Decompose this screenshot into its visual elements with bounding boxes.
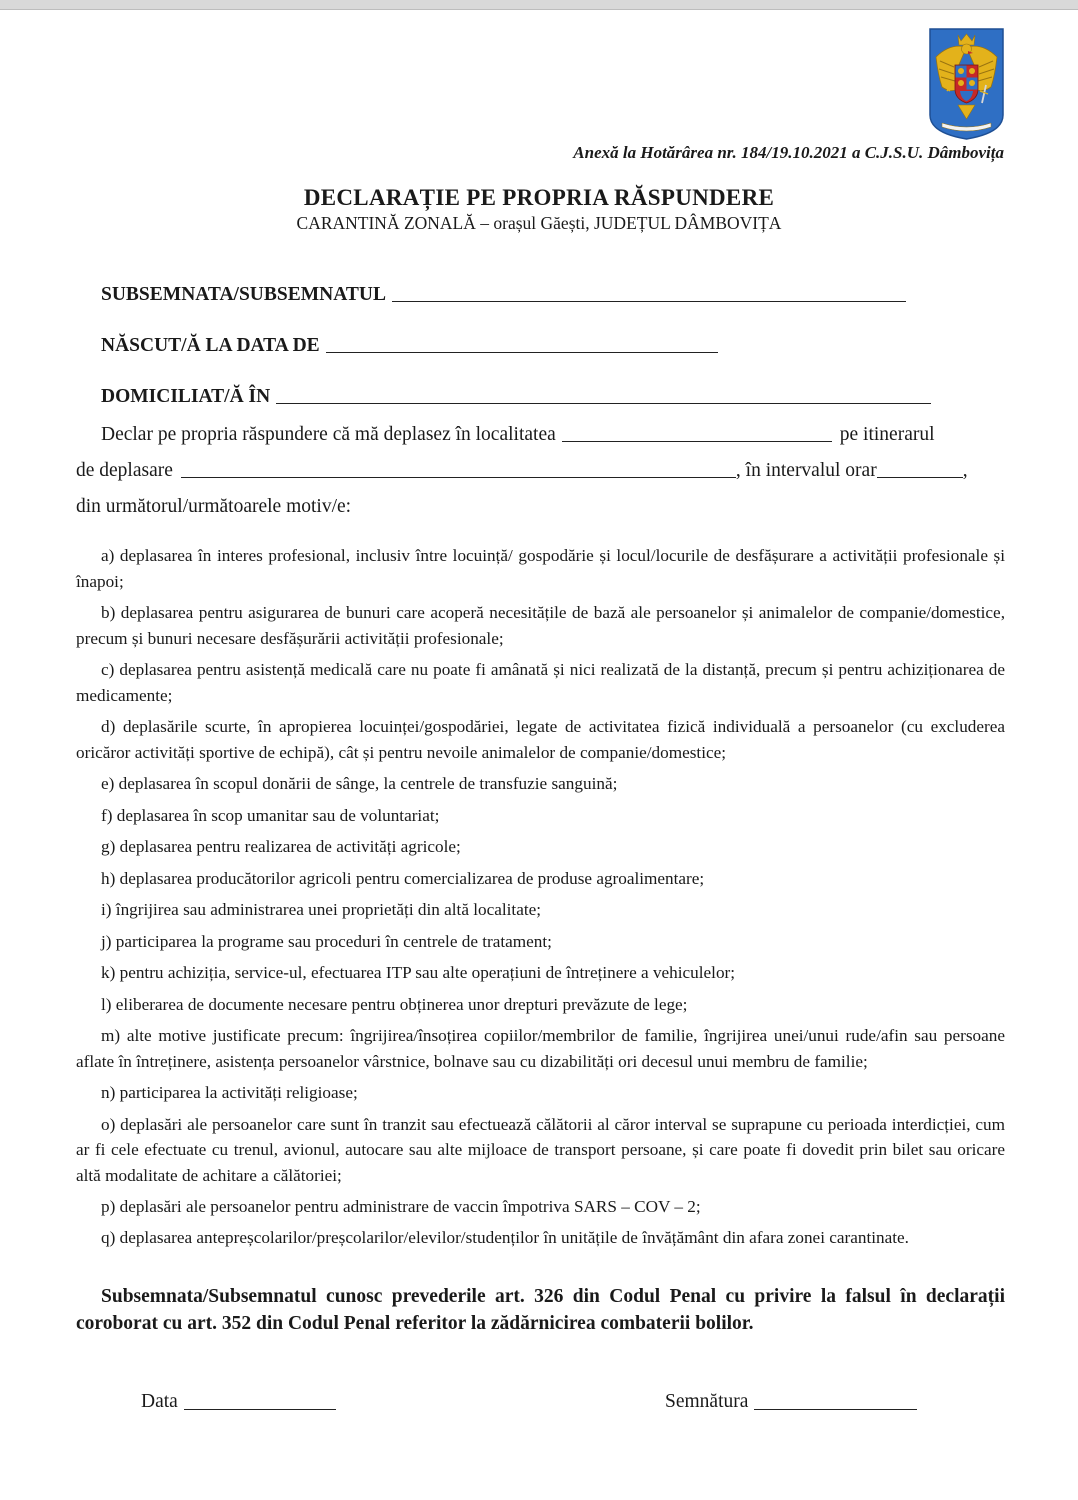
motive-q: q) deplasarea antepreșcolarilor/preșcolarilor/elevilor/studenților în unitățile de învățământ din afara zonei carantinate. <box>101 1227 909 1247</box>
route-input-line[interactable] <box>181 476 736 478</box>
address-field <box>101 386 931 408</box>
motive-g: g) deplasarea pentru realizarea de activități agricole; <box>101 837 461 856</box>
declaration-line-1 <box>76 424 1005 446</box>
motive-k: k) pentru achiziția, service-ul, efectuarea ITP sau alte operațiuni de întreținere a vehiculelor; <box>101 963 736 982</box>
birthdate-input-line[interactable] <box>326 351 718 353</box>
birthdate-label: NĂSCUT/Ă LA DATA DE <box>101 335 320 356</box>
document-subtitle: CARANTINĂ ZONALĂ – orașul Găești, JUDEȚUL DÂMBOVIȚA <box>296 213 782 233</box>
name-label: SUBSEMNATA/SUBSEMNATUL <box>101 284 386 305</box>
declaration-line-2 <box>76 460 1005 482</box>
name-input-line[interactable] <box>392 300 906 302</box>
signature-field <box>665 1391 917 1413</box>
document-page <box>0 9 1078 1500</box>
document-title: DECLARAȚIE PE PROPRIA RĂSPUNDERE <box>303 185 775 210</box>
motive-m: m) alte motive justificate precum: îngrijirea/însoțirea copiilor/membrilor de familie, îngrijirea unei/unui rude/afin sau persoane aflate în întreținere, asistența persoanelor vârstnice, bolnave sau cu dizabilități ori decesul unui membru de familie; <box>76 1026 1005 1071</box>
date-field <box>141 1391 336 1413</box>
declaration-itinerary-text: pe itinerarul <box>839 424 935 445</box>
birthdate-field <box>101 335 718 357</box>
motive-i: i) îngrijirea sau administrarea unei proprietăți din altă localitate; <box>101 900 542 919</box>
motive-h: h) deplasarea producătorilor agricoli pentru comercializarea de produse agroalimentare; <box>101 868 705 888</box>
motives-list <box>76 543 1005 1255</box>
address-input-line[interactable] <box>276 402 931 404</box>
declaration-line-3: din următorul/următoarele motiv/e: <box>76 496 352 517</box>
date-label: Data <box>141 1391 178 1412</box>
name-field <box>101 284 906 306</box>
declaration-comma: , <box>962 460 968 481</box>
legal-warning: Subsemnata/Subsemnatul cunosc prevederile art. 326 din Codul Penal cu privire la falsul în declarații coroborat cu art. 352 din Codul Penal referitor la zădărnicirea combaterii bolilor. <box>76 1286 1005 1334</box>
motive-l: l) eliberarea de documente necesare pentru obținerea unor drepturi prevăzute de lege; <box>101 994 688 1014</box>
motive-f: f) deplasarea în scop umanitar sau de voluntariat; <box>101 805 440 825</box>
motive-n: n) participarea la activități religioase; <box>101 1083 358 1102</box>
locality-input-line[interactable] <box>562 440 832 442</box>
address-label: DOMICILIAT/Ă ÎN <box>101 386 271 407</box>
signature-label: Semnătura <box>665 1391 749 1412</box>
motive-b: b) deplasarea pentru asigurarea de bunuri care acoperă necesitățile de bază ale persoanelor și animalelor de companie/domestice, precum și bunuri necesare desfășurării activității profesionale; <box>76 603 1005 648</box>
declaration-interval-text: , în intervalul orar <box>735 460 877 481</box>
motive-p: p) deplasări ale persoanelor pentru administrare de vaccin împotriva SARS – COV – 2; <box>101 1197 701 1216</box>
motive-c: c) deplasarea pentru asistență medicală care nu poate fi amânată și nici realizată de la distanță, precum și pentru achiziționarea de medicamente; <box>76 660 1005 705</box>
time-interval-input-line[interactable] <box>877 476 963 478</box>
date-input-line[interactable] <box>184 1408 336 1410</box>
annex-reference: Anexă la Hotărârea nr. 184/19.10.2021 a C.J.S.U. Dâmbovița <box>573 143 1004 162</box>
motive-a: a) deplasarea în interes profesional, inclusiv între locuință/ gospodărie și locul/locurile de desfășurare a activității profesionale și înapoi; <box>76 546 1005 591</box>
declaration-locality-text: Declar pe propria răspundere că mă deplasez în localitatea <box>101 424 556 445</box>
motive-o: o) deplasări ale persoanelor care sunt în tranzit sau efectuează călătorii al căror interval se suprapune cu perioada interdicției, cum ar fi cele efectuate cu trenul, avionul, autocare sau alte mijloace de transport persoane, și care poate fi dovedit prin bilet sau oricare altă modalitate de achitare a călătoriei; <box>76 1114 1005 1185</box>
romania-coat-of-arms-icon <box>928 27 1005 141</box>
signature-input-line[interactable] <box>754 1408 917 1410</box>
motive-d: d) deplasările scurte, în apropierea locuinței/gospodăriei, legate de activitatea fizică individuală a persoanelor (cu excluderea oricăror activități sportive de echipă), cât și pentru nevoile animalelor de companie/domestice; <box>76 717 1005 762</box>
declaration-route-text: de deplasare <box>76 460 173 481</box>
motive-j: j) participarea la programe sau proceduri în centrele de tratament; <box>101 931 552 951</box>
motive-e: e) deplasarea în scopul donării de sânge, la centrele de transfuzie sanguină; <box>101 774 618 793</box>
